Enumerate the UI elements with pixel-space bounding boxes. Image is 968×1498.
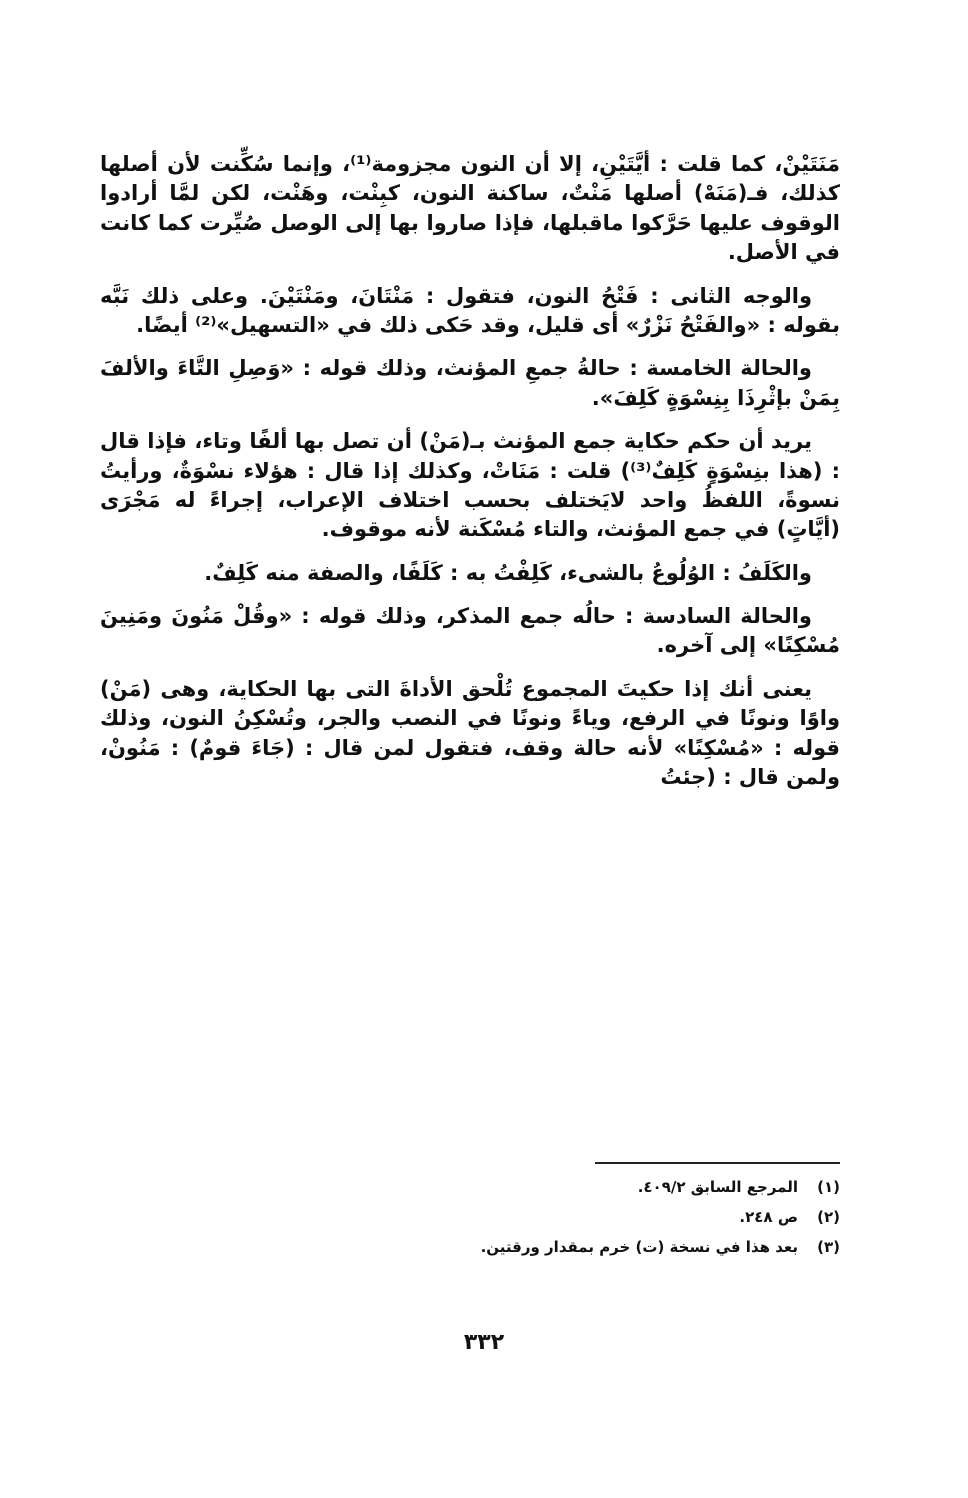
paragraph-4: يريد أن حكم حكاية جمع المؤنث بـ(مَنْ) أن تصل بها ألفًا وتاء، فإذا قال : (هذا بنِسْوَةٍ كَلِفٌ⁽³⁾) قلت : مَنَاتْ، وكذلك إذا قال : هؤلاء نسْوَةٌ، ورأيتُ نسوةً، اللفظُ واحد لايَختلف بحسب اختلاف الإعراب، إجراءً له مَجْرَى (أيَّاتٍ) في جمع المؤنث، والتاء مُسْكَنة لأنه موقوف. — [100, 429, 840, 542]
paragraph-1: مَنَتَيْنْ، كما قلت : أيَّتَيْنِ، إلا أن النون مجزومة⁽¹⁾، وإنما سُكِّنت لأن أصلها كذلك، فـ(مَنَهْ) أصلها مَنْتٌ، ساكنة النون، كبِنْت، وهَنْت، لكن لمَّا أرادوا الوقوف عليها حَرَّكوا ماقبلها، فإذا صاروا بها إلى الوصل صُيِّرت كما كانت في الأصل. — [100, 152, 840, 265]
paragraph-3: والحالة الخامسة : حالةُ جمعِ المؤنث، وذلك قوله : «وَصِلِ التَّاءَ والألفَ بِمَنْ بإثْرِذَا بِنِسْوَةٍ كَلِفَ». — [100, 356, 840, 410]
footnote-2 — [380, 1208, 840, 1226]
footnote-text: بعد هذا في نسخة (ت) خرم بمقدار ورقتين. — [480, 1238, 798, 1256]
paragraph-5: والكَلَفُ : الوُلُوعُ بالشىء، كَلِفْتُ به : كَلَفًا، والصفة منه كَلِفٌ. — [204, 560, 812, 585]
footnote-text: المرجع السابق ٤٠٩/٢. — [637, 1178, 798, 1196]
footnote-text: ص ٢٤٨. — [739, 1208, 798, 1226]
main-text — [100, 150, 840, 806]
footnote-number: (١) — [817, 1178, 840, 1196]
footnotes — [380, 1178, 840, 1268]
page-number: ٣٣٢ — [463, 1330, 505, 1355]
paragraph-7: يعنى أنك إذا حكيتَ المجموع تُلْحق الأداةَ التى بها الحكاية، وهى (مَنْ) واوًا ونونًا في الرفع، وياءً ونونًا في النصب والجر، وتُسْكِنُ النون، وذلك قوله : «مُسْكِنًا» لأنه حالة وقف، فتقول لمن قال : (جَاءَ قومٌ) : مَنُونْ، ولمن قال : (جئتُ — [100, 676, 840, 790]
footnote-3 — [380, 1238, 840, 1256]
footnote-1 — [380, 1178, 840, 1196]
paragraph-6: والحالة السادسة : حالُه جمع المذكر، وذلك قوله : «وقُلْ مَنُونَ ومَنِينَ مُسْكِنًا» إلى آخره. — [100, 604, 840, 658]
footnote-number: (٣) — [817, 1238, 840, 1256]
footnote-number: (٢) — [817, 1208, 840, 1226]
footnote-divider — [595, 1162, 840, 1164]
paragraph-2: والوجه الثانى : فَتْحُ النون، فتقول : مَنْتَانَ، ومَنْتَيْنَ. وعلى ذلك نَبَّه بقوله : «والفَتْحُ نَزْرٌ» أى قليل، وقد حَكى ذلك في «التسهيل»⁽²⁾ أيضًا. — [100, 283, 840, 337]
